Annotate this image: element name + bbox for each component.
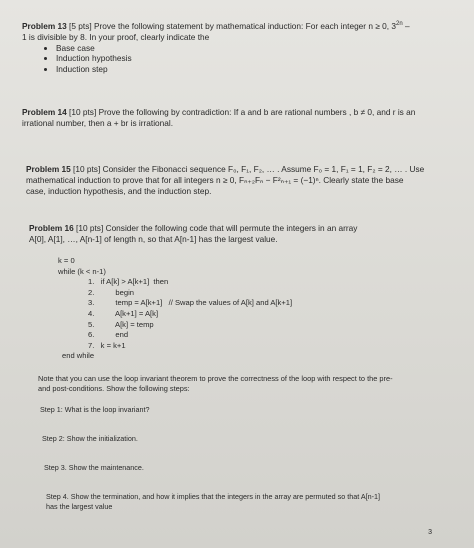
problem-13-minus: – <box>402 20 410 31</box>
step-4-line-1: Step 4. Show the termination, and how it implies that the integers in the array are permuted so that A[n-1] <box>46 492 381 501</box>
code-line: k = 0 <box>58 256 75 265</box>
problem-15-title: Problem 15 <box>26 164 71 174</box>
problem-16-title: Problem 16 <box>29 223 74 233</box>
note-line-1: Note that you can use the loop invariant theorem to prove the correctness of the loop with respect to the pre- <box>38 374 393 383</box>
problem-14-title: Problem 14 <box>22 107 67 117</box>
page-number: 3 <box>428 529 432 536</box>
code-line: 3. temp = A[k+1] // Swap the values of A[k] and A[k+1] <box>88 298 293 308</box>
problem-15-points: [10 pts] <box>73 164 101 174</box>
step-4 <box>46 492 456 511</box>
problem-14-points: [10 pts] <box>69 107 97 117</box>
problem-15-line-3: case, induction hypothesis, and the induction step. <box>26 186 212 196</box>
code-line: 6. end <box>88 330 129 340</box>
code-block <box>58 256 292 362</box>
code-line: 2. begin <box>88 287 135 297</box>
problem-14-line-2: irrational number, then a + br is irrational. <box>22 118 174 128</box>
problem-14-text: Prove the following by contradiction: If a and b are rational numbers , b ≠ 0, and r is an <box>98 107 416 117</box>
problem-16-points: [10 pts] <box>76 223 104 233</box>
code-line: 1. if A[k] > A[k+1] then <box>88 277 169 287</box>
problem-13-title: Problem 13 <box>22 20 67 31</box>
problem-13-bullet-list <box>22 43 462 75</box>
problem-16-text: Consider the following code that will permute the integers in an array <box>105 223 358 233</box>
bullet-item: • Induction hypothesis <box>56 53 462 64</box>
problem-13-exponent: 2n <box>396 21 403 27</box>
problem-16-line-2: A[0], A[1], …, A[n-1] of length n, so that A[n-1] has the largest value. <box>29 234 278 244</box>
step-4-line-2: has the largest value <box>46 501 113 511</box>
problem-16-note <box>38 374 458 394</box>
code-line: end while <box>62 351 95 361</box>
problem-16 <box>29 223 459 245</box>
problem-13-text: Prove the following statement by mathematical induction: For each integer n ≥ 0, 3 <box>93 20 396 31</box>
bullet-item: • Base case <box>56 43 462 54</box>
problem-13-line-2: 1 is divisible by 8. In your proof, clearly indicate the <box>22 31 210 42</box>
code-line: 7. k = k+1 <box>88 340 126 350</box>
problem-15-text: Consider the Fibonacci sequence F₀, F₁, F₂, … . Assume F₀ = 1, F₁ = 1, F₂ = 2, … . Use <box>102 164 425 174</box>
problem-15 <box>26 164 462 197</box>
code-line: 4. A[k+1] = A[k] <box>88 308 159 318</box>
code-line: 5. A[k] = temp <box>88 319 154 329</box>
problem-15-line-2: mathematical induction to prove that for all integers n ≥ 0, Fₙ₊₂Fₙ − F²ₙ₊₁ = (−1)ⁿ. Clearly state the base <box>26 175 404 185</box>
code-line: while (k < n-1) <box>58 266 106 276</box>
step-1: Step 1: What is the loop invariant? <box>40 405 150 414</box>
problem-13 <box>22 19 462 74</box>
problem-13-points: [5 pts] <box>69 20 92 31</box>
step-3: Step 3. Show the maintenance. <box>44 463 144 472</box>
step-2: Step 2: Show the initialization. <box>42 434 138 443</box>
problem-14 <box>22 107 462 129</box>
note-line-2: and post-conditions. Show the following steps: <box>38 384 190 393</box>
bullet-item: • Induction step <box>56 64 462 75</box>
